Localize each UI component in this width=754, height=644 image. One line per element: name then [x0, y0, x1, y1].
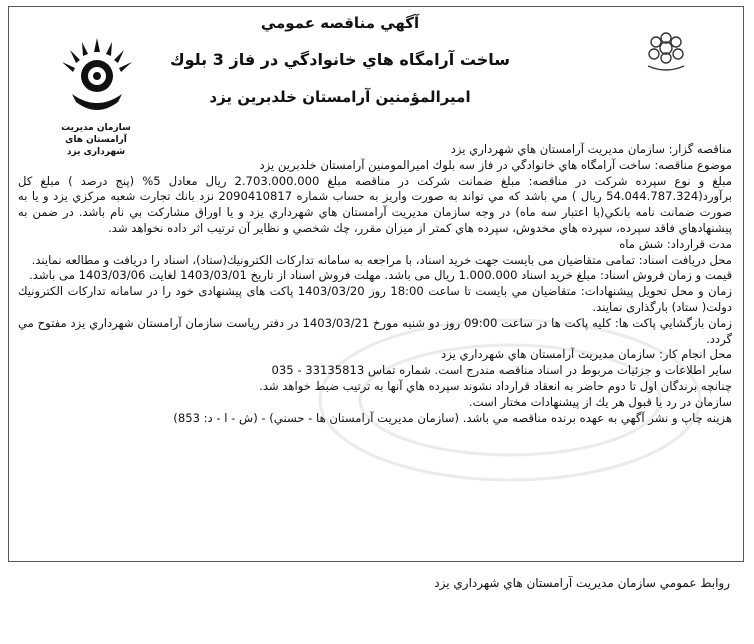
- organization-right: سازمان در رد يا قبول هر يك از پيشنهادات مختار است.: [468, 394, 732, 409]
- notice-body: [18, 142, 732, 426]
- tender-deposit: مبلغ و نوع سپرده شركت در مناقصه: مبلغ ضمانت شركت در مناقصه مبلغ 2.703.000.000 ريال معادل 5% (پنج درصد ) مبلغ كل برآورد(54.044.787.324 ريال ) مي باشد كه مي تواند به صورت واريز به حساب شماره 2090410817 نزد بانك تجارت شعبه مركزي يزد و يا به صورت ضمانت نامه بانكي(با اعتبار سه ماه) در وجه سازمان مديريت آرامستان هاي شهرداري يزد و يا اوراق مشاركت بي نام باشد. در ضمن به پيشنهادهاي فاقد سپرده، سپرده هاي مخدوش، سپرده هاي كمتر از ميزان مقرر، چك شخصي و نظاير آن ترتيب اثر داده نخواهد شد.: [18, 173, 732, 235]
- organization-seal-icon: [638, 26, 694, 76]
- proposal-submission: زمان و محل تحويل پيشنهادات: متقاضيان مي بايست تا ساعت 18:00 روز 1403/03/20 پاكت های پيشنهادی خود را در سامانه تداركات الكترونيك دولت( ستاد) بارگذاری نمايند.: [18, 284, 733, 314]
- tender-issuer: مناقصه گزار: سازمان مديريت آرامستان هاي شهرداري يزد: [450, 142, 732, 156]
- work-location: محل انجام كار: سازمان مديريت آرامستان هاي شهرداري يزد: [441, 347, 732, 362]
- logo-caption-line1: سازمان مدیریت آرامستان های: [61, 123, 131, 145]
- tender-subject: موضوع مناقصه: ساخت آرامگاه هاي خانوادگي در فاز سه بلوك اميرالمومنين آرامستان خلدبرين يزد: [259, 157, 732, 172]
- notice-subtitle: ساخت آرامگاه هاي خانوادگي در فاز 3 بلوك: [169, 50, 511, 69]
- contact-info: ساير اطلاعات و جزئيات مربوط در اسناد مناقصه مندرج است. شماره تماس 33135813 - 035: [271, 363, 732, 378]
- cemetery-organization-logo-icon: [52, 30, 142, 120]
- envelope-opening: زمان بازگشايي پاكت ها: كليه پاكت ها در ساعت 09:00 روز دو شنبه مورخ 1403/03/21 در دفتر رياست سازمان آرامستان شهرداري يزد مفتوح مي گردد.: [18, 315, 732, 346]
- document-price: قيمت و زمان فروش اسناد: مبلغ خريد اسناد 1.000.000 ريال می باشد. مهلت فروش اسناد از تاريخ 1403/03/01 لغايت 1403/03/06 می باشد.: [29, 268, 732, 283]
- contract-duration: مدت قرارداد: شش ماه: [619, 236, 732, 251]
- deposit-forfeit: چنانچه برندگان اول تا دوم حاضر به انعقاد قرارداد نشوند سپرده هاي آنها به ترتيب ضبط خواهد شد.: [259, 378, 732, 393]
- notice-subtitle-2: اميرالمؤمنين آرامستان خلدبرين يزد: [209, 88, 471, 106]
- logo-caption-line2: شهرداری یزد: [66, 147, 126, 157]
- public-relations-footer: روابط عمومي سازمان مديريت آرامستان هاي شهرداري يزد: [434, 576, 730, 590]
- notice-title: آگهي مناقصه عمومي: [260, 14, 420, 32]
- document-location: محل دريافت اسناد: تمامی متقاضيان می بايست جهت خريد اسناد، با مراجعه به سامانه تداركات الكترونيك(ستاد)، اسناد را دريافت و مطالعه نمايند.: [31, 252, 732, 267]
- advertising-cost: هزينه چاپ و نشر آگهي به عهده برنده مناقصه مي باشد. (سازمان مديريت آرامستان ها - حسني) - (ش - ا - د: 853): [173, 410, 732, 425]
